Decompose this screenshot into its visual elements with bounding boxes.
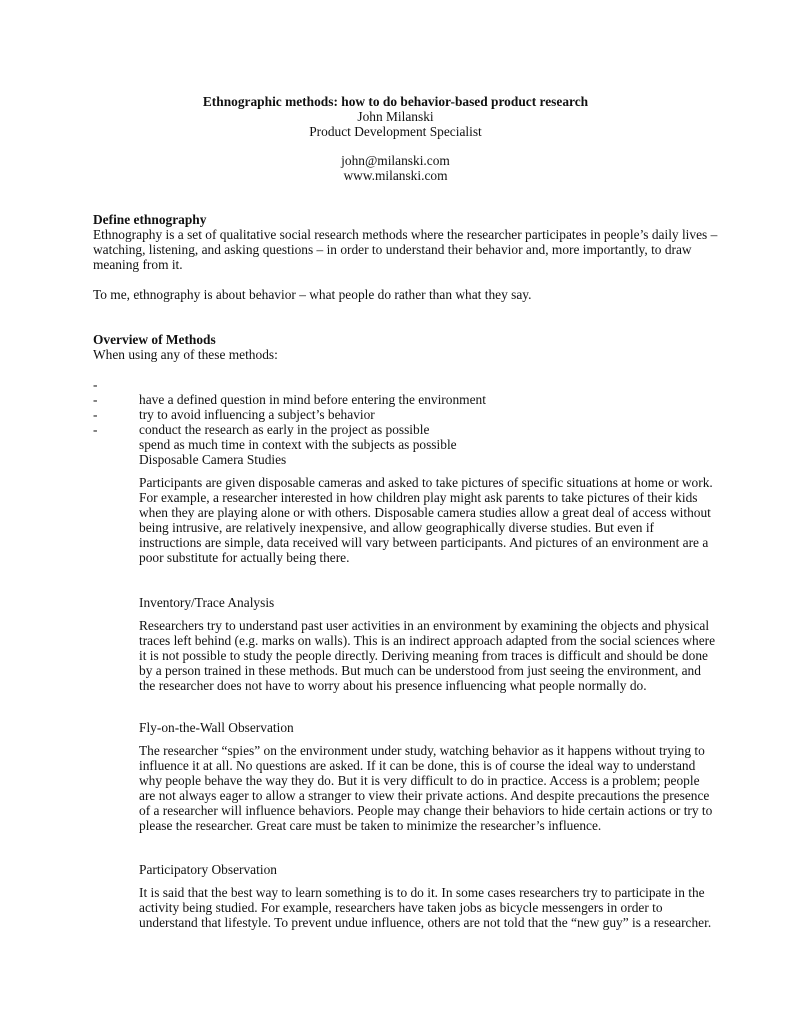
bullet-text: have a defined question in mind before entering the environment (139, 392, 486, 407)
method-title: Fly-on-the-Wall Observation (139, 720, 294, 735)
method-title: Inventory/Trace Analysis (139, 595, 275, 610)
author-email: john@milanski.com (341, 153, 450, 168)
method-title: Participatory Observation (139, 862, 277, 877)
method-line: Participants are given disposable cameras and asked to take pictures of specific situations at home or work. (139, 475, 713, 490)
method-line: when they are playing alone or with others. Disposable camera studies allow a great deal of access without (139, 505, 711, 520)
method-line: are not always eager to allow a stranger to view their private actions. And despite precautions the presence (139, 788, 710, 803)
author-name: John Milanski (357, 109, 434, 124)
bullet-text: spend as much time in context with the subjects as possible (139, 437, 457, 452)
method-line: it is not possible to study the people directly. Deriving meaning from traces is difficult and should be done (139, 648, 708, 663)
method-line: influence it at all. No questions are asked. If it can be done, this is of course the ideal way to understand (139, 758, 696, 773)
author-website: www.milanski.com (343, 168, 448, 183)
method-line: of a researcher will influence behaviors. People may change their behaviors to hide certain actions or try to (139, 803, 713, 818)
method-line: poor substitute for actually being there. (139, 550, 350, 565)
method-line: activity being studied. For example, researchers have taken jobs as bicycle messengers in order to (139, 900, 663, 915)
method-title: Disposable Camera Studies (139, 452, 287, 467)
define-line: meaning from it. (93, 257, 183, 272)
method-line: instructions are simple, data received will vary between participants. And pictures of an environment are a (139, 535, 709, 550)
method-line: why people behave the way they do. But it is very difficult to do in practice. Access is a problem; people (139, 773, 700, 788)
document-title: Ethnographic methods: how to do behavior-based product research (202, 94, 589, 109)
bullet-marker: - (93, 407, 98, 422)
define-heading: Define ethnography (93, 212, 207, 227)
define-note: To me, ethnography is about behavior – what people do rather than what they say. (93, 287, 532, 302)
method-line: please the researcher. Great care must be taken to minimize the researcher’s influence. (139, 818, 602, 833)
method-line: For example, a researcher interested in how children play might ask parents to take pictures of their kids (139, 490, 698, 505)
method-line: understand that lifestyle. To prevent undue influence, others are not told that the “new guy” is a researcher. (139, 915, 712, 930)
overview-intro: When using any of these methods: (93, 347, 278, 362)
method-line: It is said that the best way to learn something is to do it. In some cases researchers try to participate in the (139, 885, 705, 900)
method-line: Researchers try to understand past user activities in an environment by examining the objects and physical (139, 618, 710, 633)
method-line: by a person trained in these methods. But much can be understood from just seeing the environment, and (139, 663, 701, 678)
bullet-item (0, 407, 791, 467)
bullet-text: conduct the research as early in the project as possible (139, 422, 430, 437)
define-line: watching, listening, and asking questions – in order to understand their behavior and, more importantly, to draw (93, 242, 692, 257)
bullet-marker: - (93, 377, 98, 392)
bullet-text: try to avoid influencing a subject’s behavior (139, 407, 375, 422)
define-line: Ethnography is a set of qualitative social research methods where the researcher participates in people’s daily lives – (93, 227, 718, 242)
method-line: being intrusive, are relatively inexpensive, and allow geographically diverse studies. But even if (139, 520, 655, 535)
overview-heading: Overview of Methods (93, 332, 216, 347)
method-line: traces left behind (e.g. marks on walls). This is an indirect approach adapted from the social sciences where (139, 633, 716, 648)
bullet-marker: - (93, 392, 98, 407)
bullet-marker: - (93, 422, 98, 437)
method-line: The researcher “spies” on the environment under study, watching behavior as it happens without trying to (139, 743, 705, 758)
author-role: Product Development Specialist (309, 124, 482, 139)
method-line: the researcher does not have to worry about his presence influencing what people normally do. (139, 678, 647, 693)
